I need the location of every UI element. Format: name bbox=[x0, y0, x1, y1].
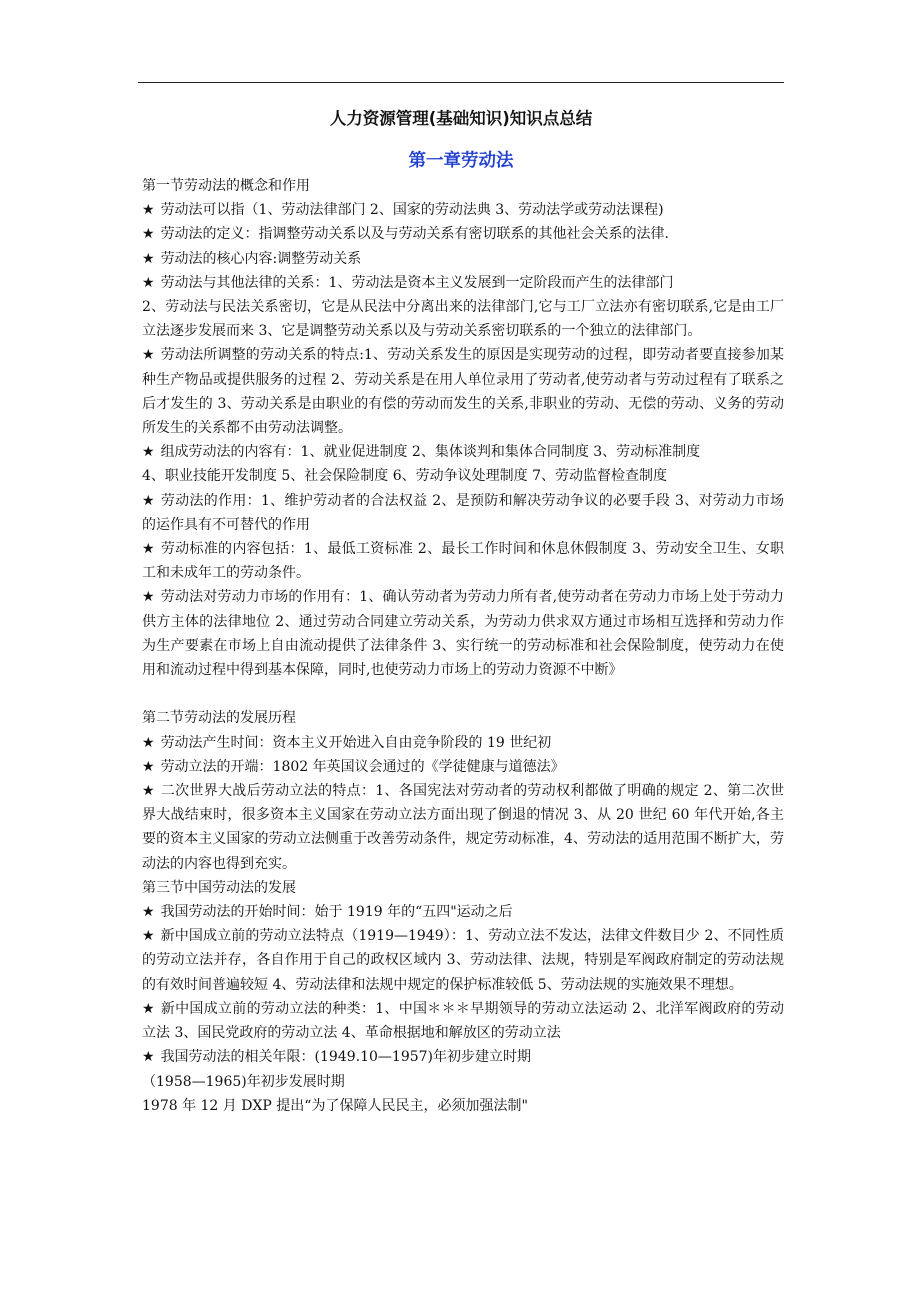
paragraph-text: 劳动法对劳动力市场的作用有：1、确认劳动者为劳动力所有者,使劳动者在劳动力市场上处于劳动力供方主体的法律地位 2、通过劳动合同建立劳动关系，为劳动力供求双方通过市场相互选择和劳动力作为生产要素在市场上自由流动提供了法律条件 3、实行统一的劳动标准和社会保险制度，使劳动力在使用和流动过程中得到基本保障，同时,也使劳动力市场上的劳动力资源不中断》 bbox=[142, 589, 784, 679]
document-body bbox=[142, 174, 784, 1118]
bullet-paragraph bbox=[142, 343, 784, 440]
star-bullet-icon: ★ bbox=[142, 783, 155, 800]
paragraph bbox=[142, 174, 784, 198]
header-rule bbox=[138, 82, 784, 83]
paragraph-text: （1958—1965)年初步发展时期 bbox=[142, 1073, 345, 1090]
paragraph-text: 第二节劳动法的发展历程 bbox=[142, 710, 296, 727]
star-bullet-icon: ★ bbox=[142, 904, 155, 921]
star-bullet-icon: ★ bbox=[142, 274, 155, 291]
paragraph-text: 第三节中国劳动法的发展 bbox=[142, 879, 296, 896]
star-bullet-icon: ★ bbox=[142, 250, 155, 267]
paragraph bbox=[142, 1094, 784, 1118]
paragraph-text: 新中国成立前的劳动立法的种类：1、中国＊＊＊早期领导的劳动立法运动 2、北洋军阀政府的劳动立法 3、国民党政府的劳动立法 4、革命根据地和解放区的劳动立法 bbox=[142, 1000, 784, 1042]
paragraph-text: 我国劳动法的开始时间：始于 1919 年的“五四"运动之后 bbox=[160, 904, 513, 921]
star-bullet-icon: ★ bbox=[142, 734, 155, 751]
paragraph-text: 组成劳动法的内容有：1、就业促进制度 2、集体谈判和集体合同制度 3、劳动标准制度 bbox=[160, 444, 701, 461]
paragraph-text: 劳动法的作用：1、维护劳动者的合法权益 2、是预防和解决劳动争议的必要手段 3、对劳动力市场的运作具有不可替代的作用 bbox=[142, 492, 784, 533]
paragraph bbox=[142, 1070, 784, 1094]
star-bullet-icon: ★ bbox=[142, 1049, 155, 1066]
bullet-paragraph bbox=[142, 440, 784, 464]
paragraph bbox=[142, 464, 784, 488]
paragraph-text: 劳动法的核心内容:调整劳动关系 bbox=[160, 250, 362, 267]
bullet-paragraph bbox=[142, 198, 784, 222]
bullet-paragraph bbox=[142, 900, 784, 924]
paragraph-text: 新中国成立前的劳动立法特点（1919—1949）：1、劳动立法不发达，法律文件数目少 2、不同性质的劳动立法并存，各自作用于自己的政权区域内 3、劳动法律、法规，特别是军阀政府制定的劳动法规的有效时间普遍较短 4、劳动法律和法规中规定的保护标准较低 5、劳动法规的实施效果不理想。 bbox=[142, 928, 784, 993]
star-bullet-icon: ★ bbox=[142, 226, 155, 243]
paragraph-text: 二次世界大战后劳动立法的特点：1、各国宪法对劳动者的劳动权利都做了明确的规定 2、第二次世界大战结束时，很多资本主义国家在劳动立法方面出现了倒退的情况 3、从 20 世纪 60 年代开始,各主要的资本主义国家的劳动立法侧重于改善劳动条件，规定劳动标准，4、劳动法的适用范围不断扩大，劳动法的内容也得到充实。 bbox=[142, 783, 784, 872]
paragraph bbox=[142, 706, 784, 730]
paragraph-text: 2、劳动法与民法关系密切，它是从民法中分离出来的法律部门,它与工厂立法亦有密切联系,它是由工厂立法逐步发展而来 3、它是调整劳动关系以及与劳动关系密切联系的一个独立的法律部门。 bbox=[142, 299, 784, 340]
bullet-paragraph bbox=[142, 1045, 784, 1069]
paragraph-text: 劳动法产生时间：资本主义开始进入自由竞争阶段的 19 世纪初 bbox=[160, 734, 552, 751]
paragraph bbox=[142, 295, 784, 343]
document-title: 人力资源管理(基础知识)知识点总结 bbox=[329, 109, 593, 128]
paragraph-text: 第一节劳动法的概念和作用 bbox=[142, 178, 310, 194]
paragraph-text: 劳动标准的内容包括：1、最低工资标准 2、最长工作时间和休息休假制度 3、劳动安全卫生、女职工和未成年工的劳动条件。 bbox=[142, 541, 784, 582]
star-bullet-icon: ★ bbox=[142, 492, 155, 509]
blank-line bbox=[142, 682, 784, 706]
star-bullet-icon: ★ bbox=[142, 202, 155, 219]
paragraph-text: 4、职业技能开发制度 5、社会保险制度 6、劳动争议处理制度 7、劳动监督检查制度 bbox=[142, 468, 667, 485]
bullet-paragraph bbox=[142, 755, 784, 779]
star-bullet-icon: ★ bbox=[142, 444, 155, 461]
paragraph-text: 劳动法可以指（1、劳动法律部门 2、国家的劳动法典 3、劳动法学或劳动法课程) bbox=[160, 202, 664, 219]
star-bullet-icon: ★ bbox=[142, 758, 155, 775]
star-bullet-icon: ★ bbox=[142, 347, 155, 364]
paragraph-text: 我国劳动法的相关年限：(1949.10—1957)年初步建立时期 bbox=[160, 1049, 532, 1066]
bullet-paragraph bbox=[142, 779, 784, 876]
star-bullet-icon: ★ bbox=[142, 589, 155, 606]
bullet-paragraph bbox=[142, 997, 784, 1045]
bullet-paragraph bbox=[142, 924, 784, 997]
paragraph-text: 1978 年 12 月 DXP 提出“为了保障人民民主，必须加强法制" bbox=[142, 1097, 528, 1114]
paragraph-text: 劳动法与其他法律的关系：1、劳动法是资本主义发展到一定阶段而产生的法律部门 bbox=[160, 274, 674, 291]
bullet-paragraph bbox=[142, 537, 784, 585]
bullet-paragraph bbox=[142, 271, 784, 295]
star-bullet-icon: ★ bbox=[142, 1000, 155, 1017]
chapter-title: 第一章劳动法 bbox=[408, 151, 514, 171]
paragraph bbox=[142, 876, 784, 900]
bullet-paragraph bbox=[142, 489, 784, 537]
bullet-paragraph bbox=[142, 222, 784, 246]
bullet-paragraph bbox=[142, 247, 784, 271]
bullet-paragraph bbox=[142, 585, 784, 682]
paragraph-text: 劳动立法的开端：1802 年英国议会通过的《学徒健康与道德法》 bbox=[160, 758, 565, 775]
star-bullet-icon: ★ bbox=[142, 541, 155, 558]
star-bullet-icon: ★ bbox=[142, 928, 155, 945]
paragraph-text: 劳动法的定义：指调整劳动关系以及与劳动关系有密切联系的其他社会关系的法律. bbox=[160, 226, 670, 243]
paragraph-text: 劳动法所调整的劳动关系的特点:1、劳动关系发生的原因是实现劳动的过程，即劳动者要直接参加某种生产物品或提供服务的过程 2、劳动关系是在用人单位录用了劳动者,使劳动者与劳动过程有了联系之后才发生的 3、劳动关系是由职业的有偿的劳动而发生的关系,非职业的劳动、无偿的劳动、义务的劳动所发生的关系都不由劳动法调整。 bbox=[142, 347, 784, 437]
bullet-paragraph bbox=[142, 731, 784, 755]
